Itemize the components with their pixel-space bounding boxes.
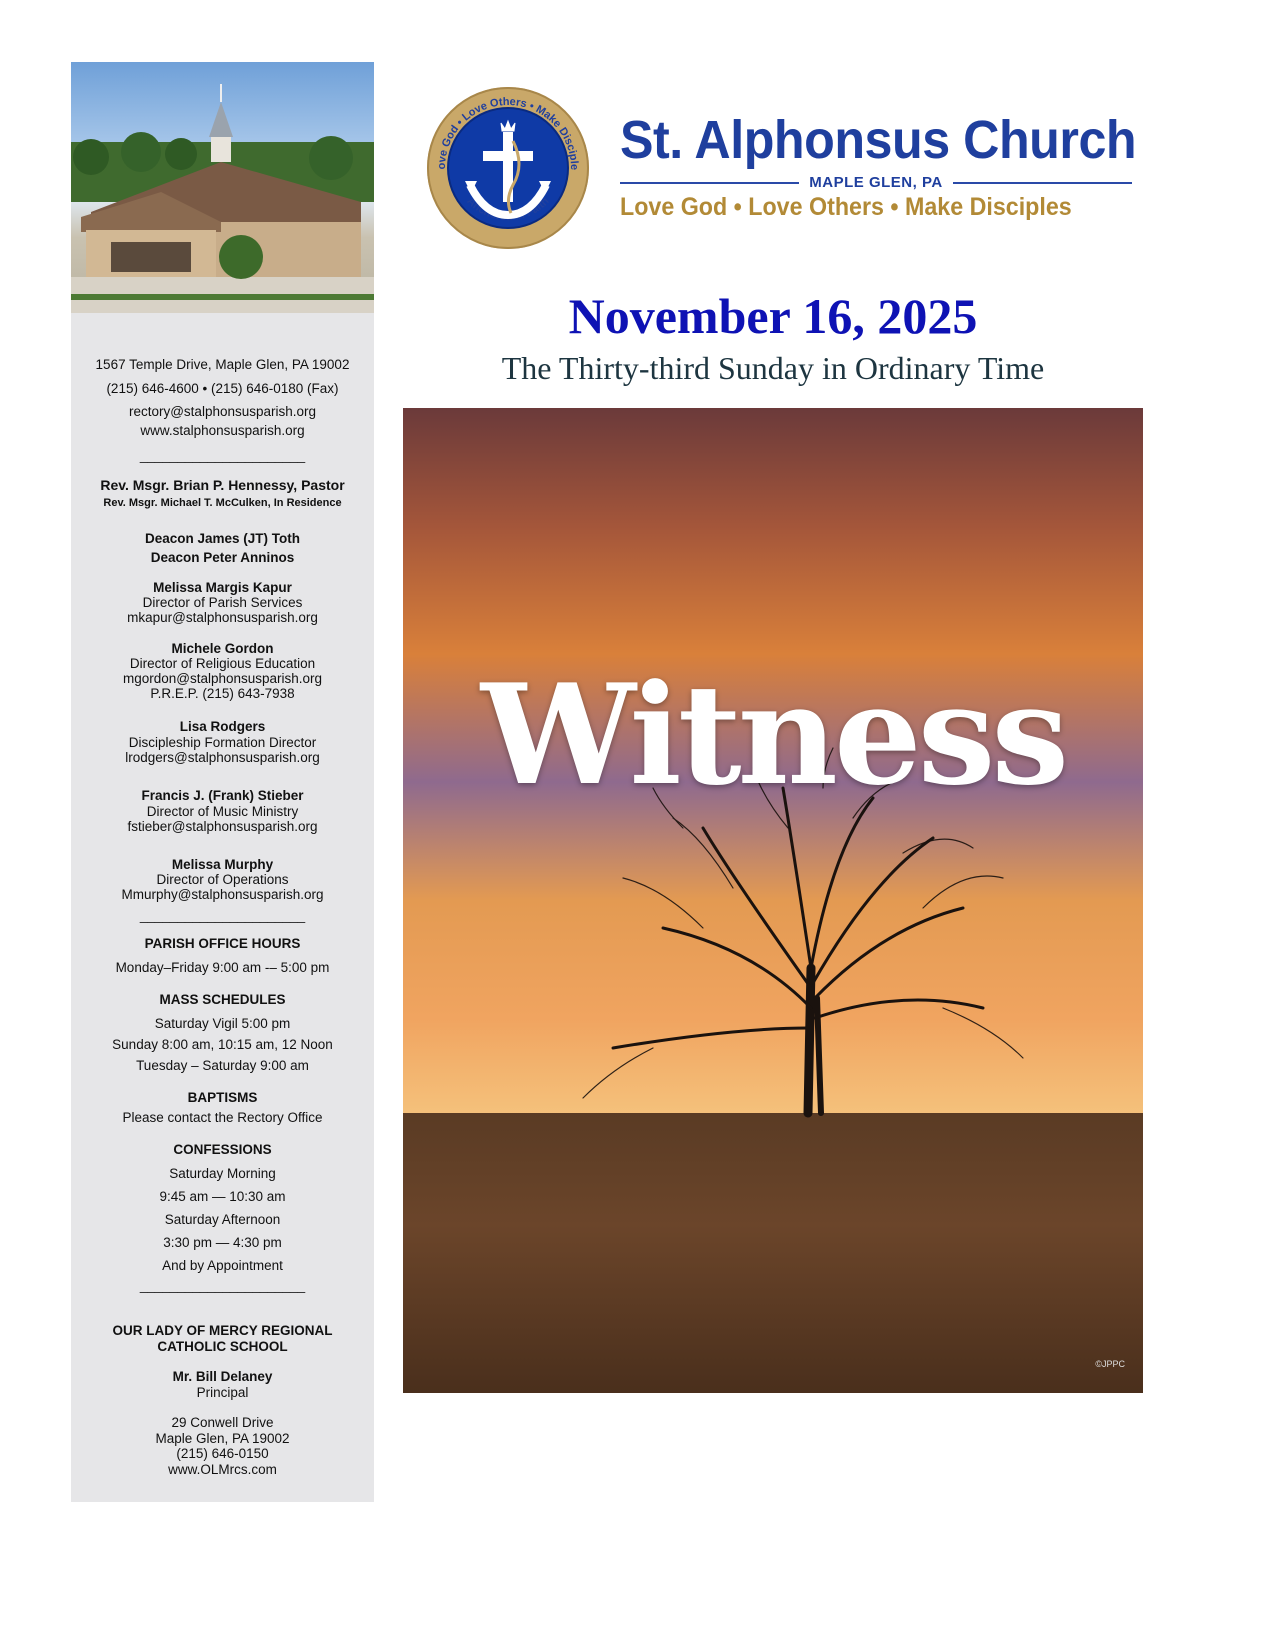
- svg-text:Anchored in Faith: Anchored in Faith: [464, 195, 552, 224]
- bulletin-date: November 16, 2025: [568, 288, 978, 344]
- sidebar-line: Maple Glen, PA 19002: [155, 1431, 290, 1446]
- sidebar-line: MASS SCHEDULES: [159, 992, 286, 1007]
- sidebar-divider: ______________________: [139, 908, 306, 923]
- cover-title: Witness: [480, 653, 1066, 816]
- divider: [953, 182, 1132, 184]
- sidebar-line: Saturday Afternoon: [164, 1212, 281, 1227]
- cover-image: [403, 408, 1143, 1393]
- sidebar-line: 1567 Temple Drive, Maple Glen, PA 19002: [95, 357, 350, 372]
- sidebar-line: Director of Operations: [156, 872, 289, 887]
- parish-brand: [620, 108, 1137, 222]
- sidebar-line: mkapur@stalphonsusparish.org: [127, 610, 318, 625]
- sidebar-line: Discipleship Formation Director: [128, 735, 317, 750]
- sidebar-line: Saturday Vigil 5:00 pm: [154, 1016, 291, 1031]
- church-photo: [71, 62, 374, 313]
- sidebar-line: 29 Conwell Drive: [171, 1415, 274, 1430]
- sidebar-line: Saturday Morning: [169, 1166, 276, 1181]
- parish-tagline: Love God • Love Others • Make Disciples: [620, 193, 1072, 221]
- parish-location: [620, 174, 1132, 191]
- sidebar-line: Deacon Peter Anninos: [150, 550, 295, 565]
- sidebar-line: PARISH OFFICE HOURS: [144, 936, 301, 951]
- sidebar-divider: ______________________: [139, 448, 306, 463]
- sidebar-line: Director of Music Ministry: [146, 804, 299, 819]
- location-text: MAPLE GLEN, PA: [809, 174, 943, 191]
- divider: [620, 182, 799, 184]
- sidebar-line: www.stalphonsusparish.org: [140, 423, 305, 438]
- sidebar-line: www.OLMrcs.com: [168, 1462, 277, 1477]
- sidebar-line: Please contact the Rectory Office: [122, 1110, 323, 1125]
- sidebar-line: CONFESSIONS: [173, 1142, 272, 1157]
- sidebar-line: Tuesday – Saturday 9:00 am: [136, 1058, 309, 1073]
- sidebar-line: mgordon@stalphonsusparish.org: [122, 671, 323, 686]
- sidebar-line: And by Appointment: [162, 1258, 283, 1273]
- sidebar-line: Director of Parish Services: [142, 595, 303, 610]
- sidebar-line: (215) 646-0150: [176, 1446, 269, 1461]
- sidebar-line: Melissa Murphy: [171, 857, 274, 872]
- sidebar-line: rectory@stalphonsusparish.org: [128, 404, 317, 419]
- sidebar-line: fstieber@stalphonsusparish.org: [127, 819, 318, 834]
- tree-silhouette: [403, 408, 1143, 1393]
- sidebar-line: OUR LADY OF MERCY REGIONAL: [112, 1323, 333, 1338]
- sidebar-line: Sunday 8:00 am, 10:15 am, 12 Noon: [112, 1037, 333, 1052]
- sidebar-line: Mr. Bill Delaney: [172, 1369, 273, 1384]
- sidebar: [71, 62, 374, 1502]
- parish-seal-logo: [425, 85, 591, 251]
- sidebar-line: CATHOLIC SCHOOL: [157, 1339, 288, 1354]
- sidebar-line: Rev. Msgr. Brian P. Hennessy, Pastor: [100, 477, 345, 493]
- sidebar-line: Melissa Margis Kapur: [153, 580, 292, 595]
- sidebar-line: lrodgers@stalphonsusparish.org: [125, 750, 320, 765]
- sidebar-line: Director of Religious Education: [129, 656, 316, 671]
- sidebar-line: Lisa Rodgers: [179, 719, 266, 734]
- sidebar-line: Principal: [196, 1385, 249, 1400]
- sidebar-line: BAPTISMS: [187, 1090, 258, 1105]
- liturgical-day: The Thirty-third Sunday in Ordinary Time: [501, 350, 1045, 386]
- sidebar-line: 3:30 pm — 4:30 pm: [163, 1235, 282, 1250]
- svg-text:Love God • Love Others • Make: ove God • Love Others • Make Disciple: [435, 95, 581, 171]
- sidebar-line: Michele Gordon: [171, 641, 274, 656]
- sidebar-line: Francis J. (Frank) Stieber: [141, 788, 304, 803]
- sidebar-line: Mmurphy@stalphonsusparish.org: [121, 887, 324, 902]
- sidebar-line: Monday–Friday 9:00 am -– 5:00 pm: [115, 960, 330, 975]
- sidebar-line: Deacon James (JT) Toth: [144, 531, 301, 546]
- parish-name: St. Alphonsus Church: [620, 110, 1137, 170]
- sidebar-line: P.R.E.P. (215) 643-7938: [150, 686, 295, 701]
- sidebar-line: (215) 646-4600 • (215) 646-0180 (Fax): [106, 381, 339, 396]
- sidebar-line: Rev. Msgr. Michael T. McCulken, In Residence: [103, 497, 342, 509]
- image-credit: ©JPPC: [1095, 1359, 1125, 1369]
- sidebar-line: 9:45 am — 10:30 am: [159, 1189, 286, 1204]
- sidebar-divider: ______________________: [139, 1278, 306, 1293]
